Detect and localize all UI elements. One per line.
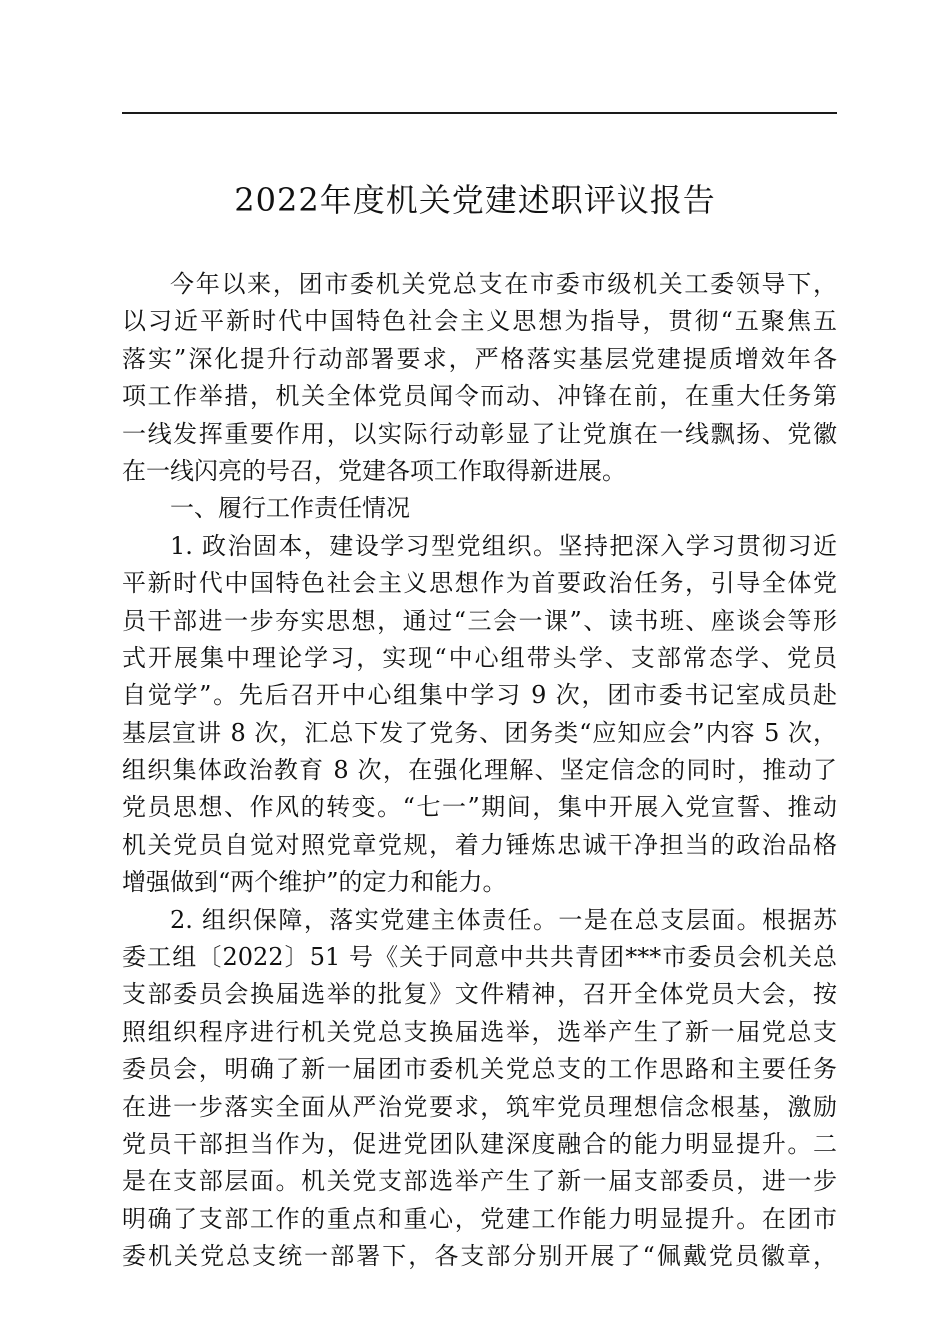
- paragraph-line: 以习近平新时代中国特色社会主义思想为指导，贯彻“五聚焦五: [122, 307, 837, 336]
- paragraph-line: 增强做到“两个维护”的定力和能力。: [122, 868, 507, 897]
- paragraph-line: 是在支部层面。机关党支部选举产生了新一届支部委员，进一步: [122, 1167, 837, 1196]
- paragraph-line: 在进一步落实全面从严治党要求，筑牢党员理想信念根基，激励: [122, 1092, 837, 1121]
- paragraph-line: 明确了支部工作的重点和重心，党建工作能力明显提升。在团市: [122, 1204, 837, 1233]
- body-text: [122, 266, 837, 1276]
- page-title: 2022年度机关党建述职评议报告: [234, 181, 716, 219]
- paragraph-line: 照组织程序进行机关党总支换届选举，选举产生了新一届党总支: [122, 1017, 837, 1046]
- header-rule: [122, 112, 837, 114]
- paragraph-line: 一线发挥重要作用，以实际行动彰显了让党旗在一线飘扬、党徽: [122, 419, 837, 448]
- paragraph-line: 平新时代中国特色社会主义思想作为首要政治任务，引导全体党: [122, 569, 837, 598]
- paragraph-line: 党员干部担当作为，促进党团队建深度融合的能力明显提升。二: [122, 1129, 837, 1158]
- paragraph-line: 式开展集中理论学习，实现“中心组带头学、支部常态学、党员: [122, 643, 837, 672]
- paragraph-line: 委工组〔2022〕51 号《关于同意中共共青团***市委员会机关总: [122, 943, 837, 972]
- paragraph-line: 项工作举措，机关全体党员闻令而动、冲锋在前，在重大任务第: [122, 382, 837, 411]
- paragraph-line: 委机关党总支统一部署下，各支部分别开展了“佩戴党员徽章，: [122, 1242, 837, 1271]
- paragraph-line: 今年以来，团市委机关党总支在市委市级机关工委领导下，: [170, 270, 837, 298]
- paragraph-line: 在一线闪亮的号召，党建各项工作取得新进展。: [122, 456, 626, 485]
- paragraph-line: 支部委员会换届选举的批复》文件精神，召开全体党员大会，按: [122, 980, 837, 1009]
- paragraph-line: 组织集体政治教育 8 次，在强化理解、坚定信念的同时，推动了: [122, 756, 837, 785]
- paragraph-line: 落实”深化提升行动部署要求，严格落实基层党建提质增效年各: [122, 344, 837, 373]
- paragraph-line: 2. 组织保障，落实党建主体责任。一是在总支层面。根据苏: [170, 905, 837, 934]
- paragraph-line: 员干部进一步夯实思想，通过“三会一课”、读书班、座谈会等形: [122, 606, 837, 635]
- paragraph-line: 党员思想、作风的转变。“七一”期间，集中开展入党宣誓、推动: [122, 793, 837, 822]
- paragraph-line: 基层宣讲 8 次，汇总下发了党务、团务类“应知应会”内容 5 次，: [122, 718, 837, 747]
- paragraph-line: 自觉学”。先后召开中心组集中学习 9 次，团市委书记室成员赴: [122, 681, 837, 710]
- paragraph-line: 1. 政治固本，建设学习型党组织。坚持把深入学习贯彻习近: [170, 531, 837, 560]
- paragraph-line: 委员会，明确了新一届团市委机关党总支的工作思路和主要任务: [122, 1055, 837, 1084]
- section-heading: 一、履行工作责任情况: [170, 494, 410, 523]
- paragraph-line: 机关党员自觉对照党章党规，着力锤炼忠诚干净担当的政治品格: [122, 830, 837, 859]
